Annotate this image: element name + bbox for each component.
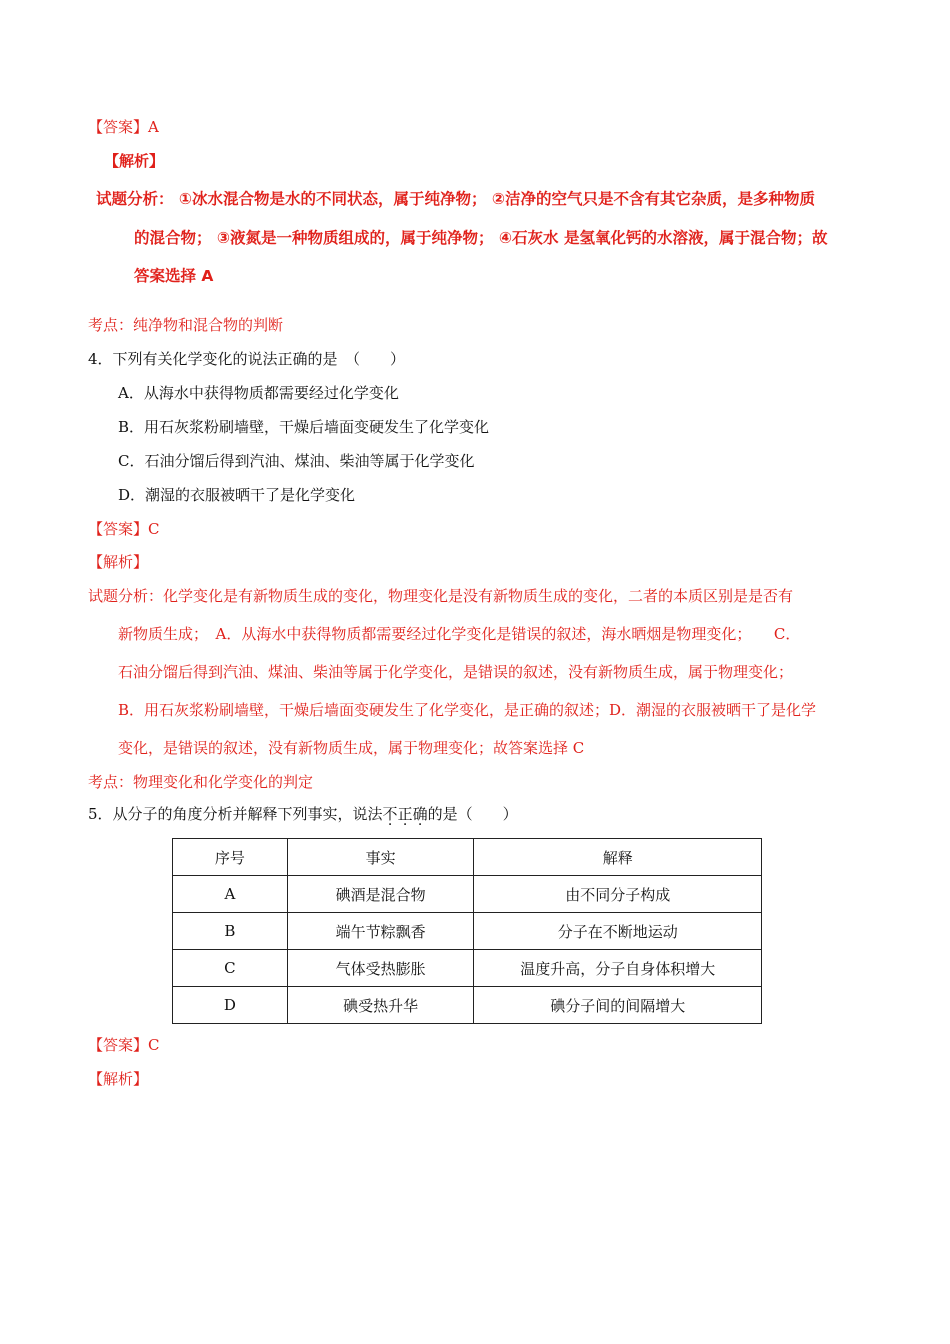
q5-question xyxy=(88,804,518,824)
cell-explanation: 碘分子间的间隔增大 xyxy=(474,987,762,1024)
cell-index: C xyxy=(173,950,288,987)
q4-option-a: A．从海水中获得物质都需要经过化学变化 xyxy=(118,384,399,402)
table-row xyxy=(173,987,762,1024)
cell-fact: 碘酒是混合物 xyxy=(287,876,474,913)
q4-analysis-line-3: 石油分馏后得到汽油、煤油、柴油等属于化学变化，是错误的叙述，没有新物质生成，属于物理变化； xyxy=(118,663,794,681)
q4-kaodian: 考点：物理变化和化学变化的判定 xyxy=(88,773,314,791)
cell-index: B xyxy=(173,913,288,950)
q5-question-suffix: 的是（ ） xyxy=(427,805,518,823)
table-row xyxy=(173,950,762,987)
q4-analysis-line-1: 试题分析：化学变化是有新物质生成的变化，物理变化是没有新物质生成的变化，二者的本质区别是是否有 xyxy=(88,587,794,605)
cell-index: A xyxy=(173,876,288,913)
q3-analysis-line-3: 答案选择 A xyxy=(134,267,214,285)
cell-fact: 气体受热膨胀 xyxy=(287,950,474,987)
q3-answer: 【答案】A xyxy=(88,118,159,136)
q5-emph-char-1: 不 xyxy=(382,805,398,823)
q3-analysis-line-2: 的混合物； ③液氮是一种物质组成的，属于纯净物； ④石灰水 是氢氧化钙的水溶液，属于混合物；故 xyxy=(134,229,828,247)
q3-analysis-line-1: 试题分析： ①冰水混合物是水的不同状态，属于纯净物； ②洁净的空气只是不含有其它杂质，是多种物质 xyxy=(96,190,816,208)
header-index: 序号 xyxy=(173,839,288,876)
cell-fact: 端午节粽飘香 xyxy=(287,913,474,950)
q5-question-prefix: 5．从分子的角度分析并解释下列事实，说法 xyxy=(88,805,383,823)
q4-question: 4．下列有关化学变化的说法正确的是 （ ） xyxy=(88,350,406,368)
q5-emph-char-3: 确 xyxy=(412,805,428,823)
q4-answer: 【答案】C xyxy=(88,520,160,538)
cell-fact: 碘受热升华 xyxy=(287,987,474,1024)
q3-kaodian: 考点：纯净物和混合物的判断 xyxy=(88,316,284,334)
cell-explanation: 温度升高，分子自身体积增大 xyxy=(474,950,762,987)
q4-option-c: C．石油分馏后得到汽油、煤油、柴油等属于化学变化 xyxy=(118,452,475,470)
q5-answer: 【答案】C xyxy=(88,1036,160,1054)
cell-index: D xyxy=(173,987,288,1024)
q4-option-b: B．用石灰浆粉刷墙壁，干燥后墙面变硬发生了化学变化 xyxy=(118,418,490,436)
header-fact: 事实 xyxy=(287,839,474,876)
table-row xyxy=(173,913,762,950)
q4-analysis-line-4: B．用石灰浆粉刷墙壁，干燥后墙面变硬发生了化学变化，是正确的叙述；D．潮湿的衣服被晒干了是化学 xyxy=(118,701,817,719)
q5-emph-char-2: 正 xyxy=(397,805,413,823)
table-row xyxy=(173,876,762,913)
cell-explanation: 分子在不断地运动 xyxy=(474,913,762,950)
cell-explanation: 由不同分子构成 xyxy=(474,876,762,913)
table-header-row xyxy=(173,839,762,876)
q5-analysis-label: 【解析】 xyxy=(88,1070,149,1088)
q4-option-d: D．潮湿的衣服被晒干了是化学变化 xyxy=(118,486,356,504)
q4-analysis-label: 【解析】 xyxy=(88,553,149,571)
q3-analysis-label: 【解析】 xyxy=(104,152,165,170)
header-explanation: 解释 xyxy=(474,839,762,876)
q4-analysis-line-2: 新物质生成； A．从海水中获得物质都需要经过化学变化是错误的叙述，海水晒烟是物理变化； C． xyxy=(118,625,801,643)
q4-analysis-line-5: 变化，是错误的叙述，没有新物质生成，属于物理变化；故答案选择 C xyxy=(118,739,585,757)
facts-table xyxy=(172,838,762,1024)
